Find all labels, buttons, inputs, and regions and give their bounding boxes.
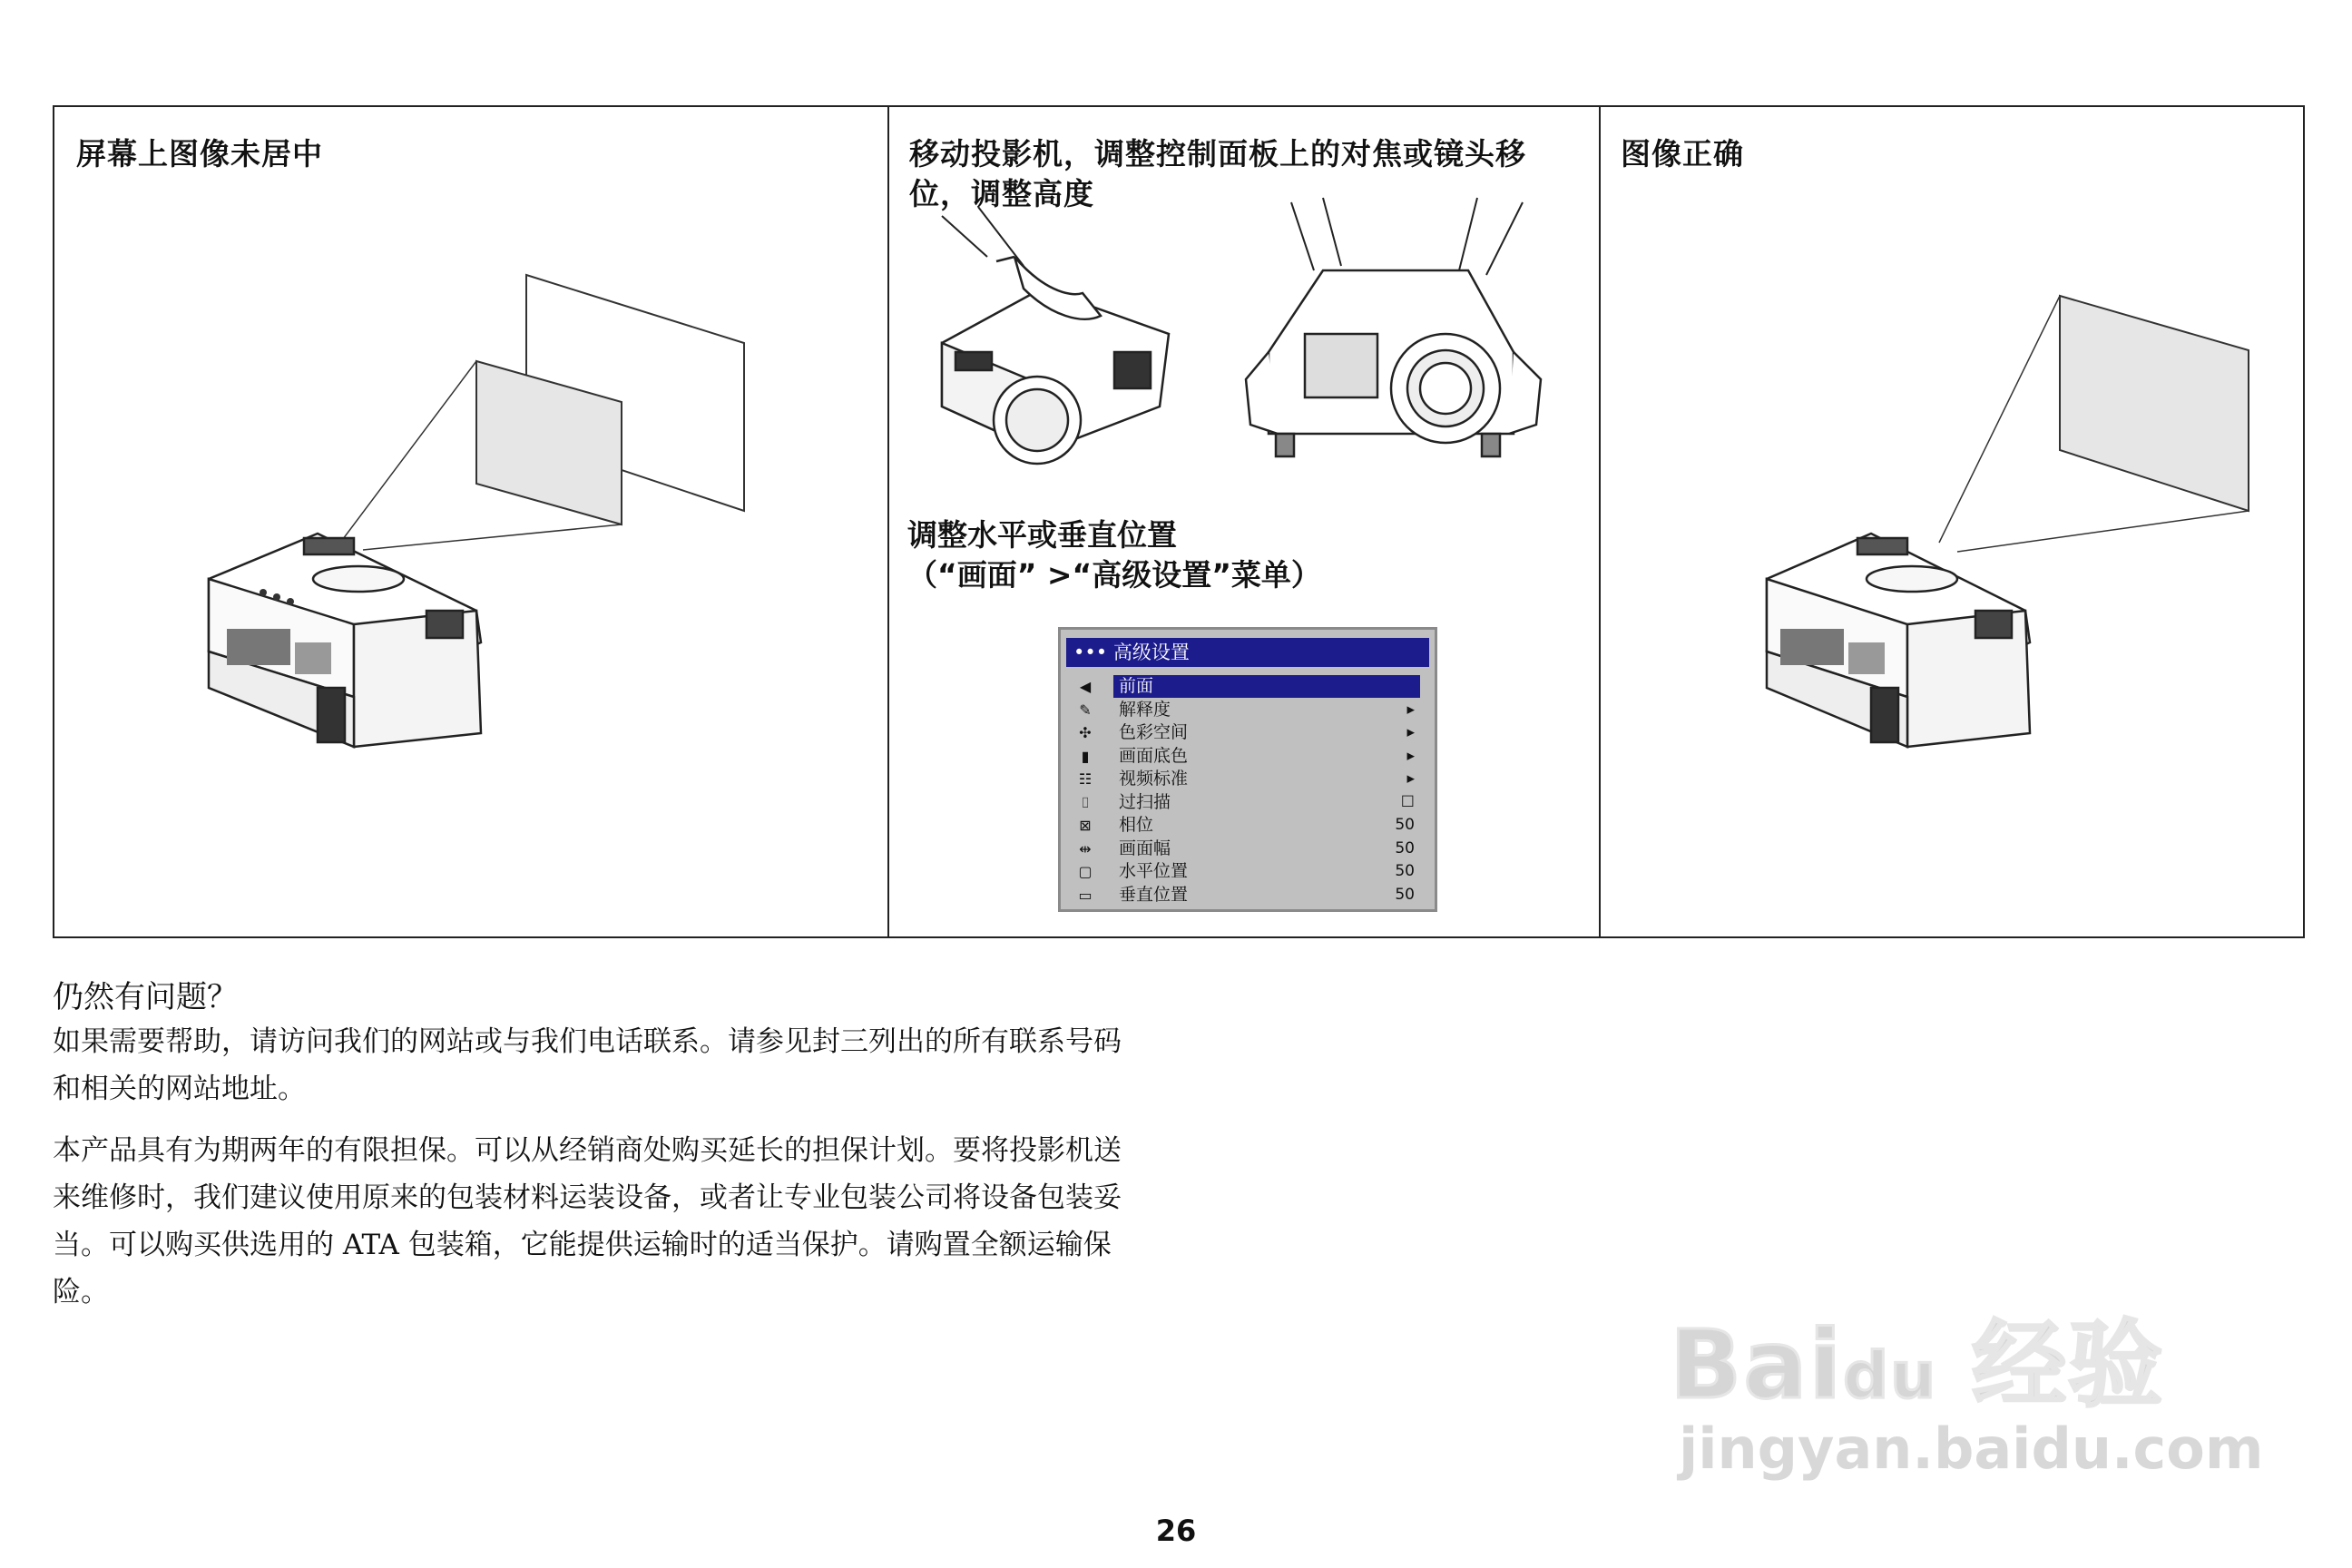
width-icon: ⇹	[1079, 839, 1092, 858]
phase-icon: ⊠	[1079, 817, 1092, 834]
menu-item-8[interactable]	[1066, 860, 1429, 883]
menu-item-5[interactable]	[1066, 791, 1429, 814]
menu-item-value: 50	[1395, 816, 1415, 834]
menu-item-6[interactable]	[1066, 814, 1429, 837]
vertical-pos-icon: ▭	[1078, 886, 1093, 904]
page-number: 26	[1155, 1514, 1197, 1548]
menu-item-2[interactable]	[1066, 721, 1429, 744]
video-standard-icon: ☷	[1078, 770, 1093, 788]
resolution-icon: ✎	[1079, 701, 1092, 719]
advanced-settings-menu	[1058, 627, 1437, 912]
cell-problem	[54, 107, 889, 936]
menu-item-value: ▸	[1406, 723, 1415, 741]
menu-item-value: ☐	[1400, 792, 1415, 811]
menu-item-label: 视频标准	[1119, 769, 1189, 789]
menu-item-9[interactable]	[1066, 884, 1429, 906]
menu-item-label: 画面底色	[1119, 745, 1189, 766]
menu-item-value: ▸	[1406, 769, 1415, 788]
still-problem-section	[53, 976, 1142, 1330]
menu-item-label: 前面	[1113, 675, 1420, 698]
menu-item-value: 50	[1395, 862, 1415, 880]
cell-title-solution: 移动投影机，调整控制面板上的对焦或镜头移位，调整高度	[909, 136, 1526, 211]
color-space-icon: ✣	[1079, 724, 1092, 741]
cell-result	[1599, 107, 2303, 936]
menu-item-3[interactable]	[1066, 745, 1429, 768]
menu-item-label: 垂直位置	[1119, 884, 1189, 905]
menu-item-value: ▸	[1406, 700, 1415, 719]
menu-item-4[interactable]	[1066, 768, 1429, 790]
overscan-icon: ⌷	[1081, 793, 1090, 811]
menu-item-label: 水平位置	[1119, 861, 1189, 881]
back-arrow-icon: ◀	[1079, 678, 1092, 695]
menu-header: ••• 高级设置	[1066, 638, 1429, 667]
horizontal-pos-icon: ▢	[1078, 863, 1093, 880]
menu-item-0[interactable]	[1066, 675, 1429, 698]
color-base-icon: ▮	[1081, 747, 1090, 765]
menu-item-label: 解释度	[1119, 699, 1171, 720]
correct-image-illustration	[1599, 107, 2307, 940]
cell-title-problem: 屏幕上图像未居中	[76, 136, 323, 172]
section-heading: 仍然有问题？	[53, 979, 238, 1015]
menu-item-value: ▸	[1406, 746, 1415, 765]
help-paragraph: 如果需要帮助，请访问我们的网站或与我们电话联系。请参见封三列出的所有联系号码和相关的网站地址。	[53, 1025, 1122, 1105]
menu-item-value: 50	[1395, 885, 1415, 904]
menu-item-7[interactable]	[1066, 838, 1429, 860]
menu-item-label: 过扫描	[1119, 791, 1171, 812]
cell-title-result: 图像正确	[1621, 136, 1744, 172]
watermark-url: jingyan.baidu.com	[1679, 1416, 2264, 1482]
menu-item-1[interactable]	[1066, 699, 1429, 721]
baidu-watermark	[1670, 1216, 2264, 1488]
menu-item-value: 50	[1395, 838, 1415, 858]
watermark-logo: Baidu 经验	[1670, 1309, 2165, 1420]
warranty-paragraph: 本产品具有为期两年的有限担保。可以从经销商处购买延长的担保计划。要将投影机送来维修时，我们建议使用原来的包装材料运装设备，或者让专业包装公司将设备包装妥当。可以购买供选用的 ATA 包装箱，它能提供运输时的适当保护。请购置全额运输保险。	[53, 1134, 1122, 1308]
menu-item-label: 画面幅	[1119, 838, 1171, 858]
menu-instruction	[907, 515, 1321, 595]
menu-item-label: 相位	[1119, 815, 1154, 835]
menu-instruction-line-1: 调整水平或垂直位置	[907, 517, 1177, 553]
menu-instruction-line-2: （“画面” >“高级设置”菜单）	[907, 557, 1321, 593]
off-center-illustration	[54, 107, 887, 940]
adjust-projector-illustration	[887, 107, 1599, 488]
menu-item-label: 色彩空间	[1119, 722, 1189, 742]
